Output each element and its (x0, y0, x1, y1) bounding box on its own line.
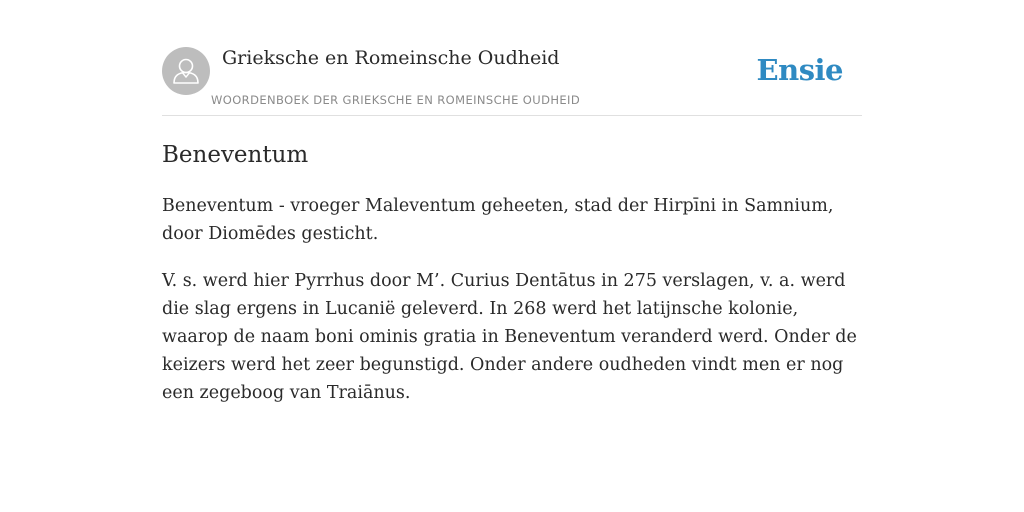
entry-title: Beneventum (162, 142, 309, 168)
user-icon (162, 47, 210, 95)
ensie-logo[interactable]: Ensie (756, 53, 843, 87)
book-title[interactable]: Grieksche en Romeinsche Oudheid (222, 47, 560, 69)
book-subtitle: WOORDENBOEK DER GRIEKSCHE EN ROMEINSCHE OUDHEID (211, 93, 581, 107)
entry-body (162, 192, 862, 426)
entry-paragraph: V. s. werd hier Pyrrhus door M’. Curius Dentātus in 275 verslagen, v. a. werd die slag ergens in Lucanië geleverd. In 268 werd het latijnsche kolonie, waarop de naam boni ominis gratia in Beneventum veranderd werd. Onder de keizers werd het zeer begunstigd. Onder andere oudheden vindt men er nog een zegeboog van Traiānus. (162, 271, 857, 403)
dictionary-header (162, 46, 862, 116)
avatar[interactable] (162, 47, 210, 95)
entry-paragraph: Beneventum - vroeger Maleventum geheeten, stad der Hirpīni in Samnium, door Diomēdes gesticht. (162, 196, 834, 244)
